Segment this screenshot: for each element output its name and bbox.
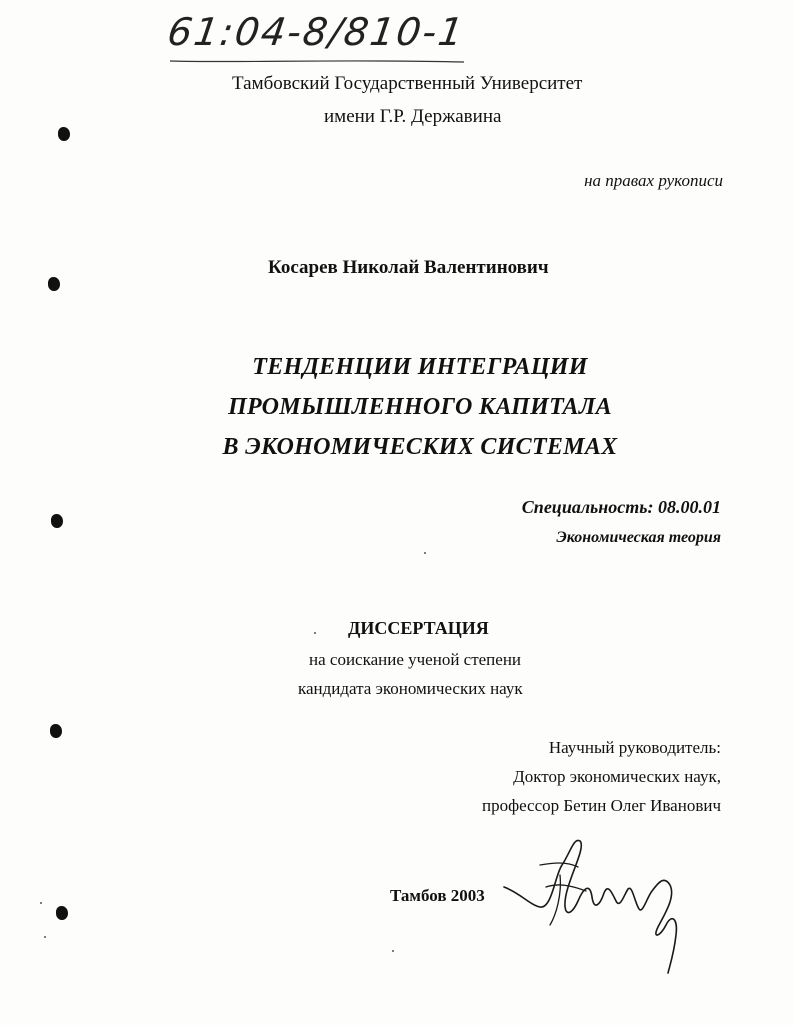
scan-speck (314, 632, 316, 634)
author-name: Косарев Николай Валентинович (268, 257, 549, 278)
scan-speck (392, 950, 394, 952)
archive-number: 61:04-8/810-1 (164, 10, 468, 54)
manuscript-note: на правах рукописи (584, 171, 723, 190)
title-line-2: ПРОМЫШЛЕННОГО КАПИТАЛА (228, 394, 612, 420)
supervisor-label: Научный руководитель: (548, 738, 721, 757)
binder-mark (50, 724, 62, 738)
binder-mark (58, 127, 70, 141)
dissertation-heading: ДИССЕРТАЦИЯ (348, 618, 489, 638)
specialty-name: Экономическая теория (556, 529, 721, 546)
title-line-1: ТЕНДЕНЦИИ ИНТЕГРАЦИИ (252, 354, 588, 380)
title-line-3: В ЭКОНОМИЧЕСКИХ СИСТЕМАХ (222, 434, 618, 460)
degree-line-2: кандидата экономических наук (298, 679, 523, 698)
scan-speck (424, 552, 426, 554)
degree-line-1: на соискание ученой степени (309, 650, 522, 669)
specialty-code: Специальность: 08.00.01 (521, 497, 721, 517)
scan-speck (40, 902, 42, 904)
university-name: Тамбовский Государственный Университет (232, 73, 583, 94)
signature (500, 835, 700, 975)
supervisor-degree: Доктор экономических наук, (513, 767, 721, 786)
university-honorific: имени Г.Р. Державина (324, 106, 502, 127)
archive-underline (168, 58, 468, 64)
dissertation-title (180, 347, 660, 467)
supervisor-name: профессор Бетин Олег Иванович (481, 796, 721, 815)
binder-mark (48, 277, 60, 291)
binder-mark (51, 514, 63, 528)
scan-speck (44, 936, 46, 938)
place-year: Тамбов 2003 (390, 886, 485, 905)
binder-mark (56, 906, 68, 920)
